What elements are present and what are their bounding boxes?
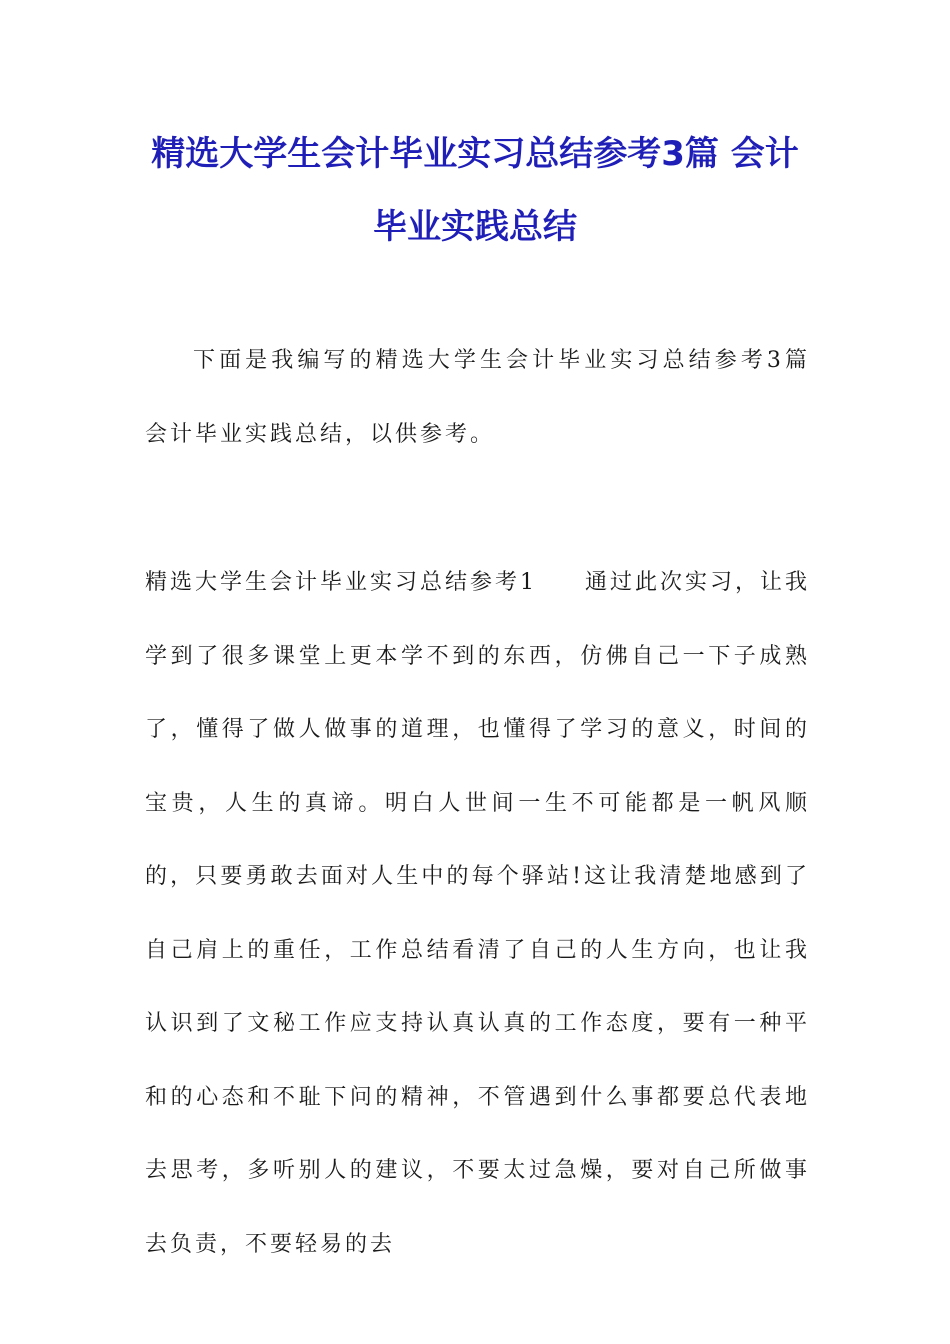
body-paragraph <box>145 546 811 1257</box>
body-text: 通过此次实习，让我学到了很多课堂上更本学不到的东西，仿佛自己一下子成熟了，懂得了做人做事的道理，也懂得了学习的意义，时间的宝贵，人生的真谛。明白人世间一生不可能都是一帆风顺的，只要勇敢去面对人生中的每个驿站!这让我清楚地感到了自己肩上的重任，工作总结看清了自己的人生方向，也让我认识到了文秘工作应支持认真认真的工作态度，要有一种平和的心态和不耻下问的精神，不管遇到什么事都要总代表地去思考，多听别人的建议，不要太过急燥，要对自己所做事去负责，不要轻易的去 <box>145 570 811 1257</box>
section-heading: 精选大学生会计毕业实习总结参考1 <box>145 570 537 595</box>
intro-paragraph: 下面是我编写的精选大学生会计毕业实习总结参考3篇 会计毕业实践总结，以供参考。 <box>145 348 810 447</box>
document-title: 精选大学生会计毕业实习总结参考3篇 会计毕业实践总结 <box>151 134 799 247</box>
